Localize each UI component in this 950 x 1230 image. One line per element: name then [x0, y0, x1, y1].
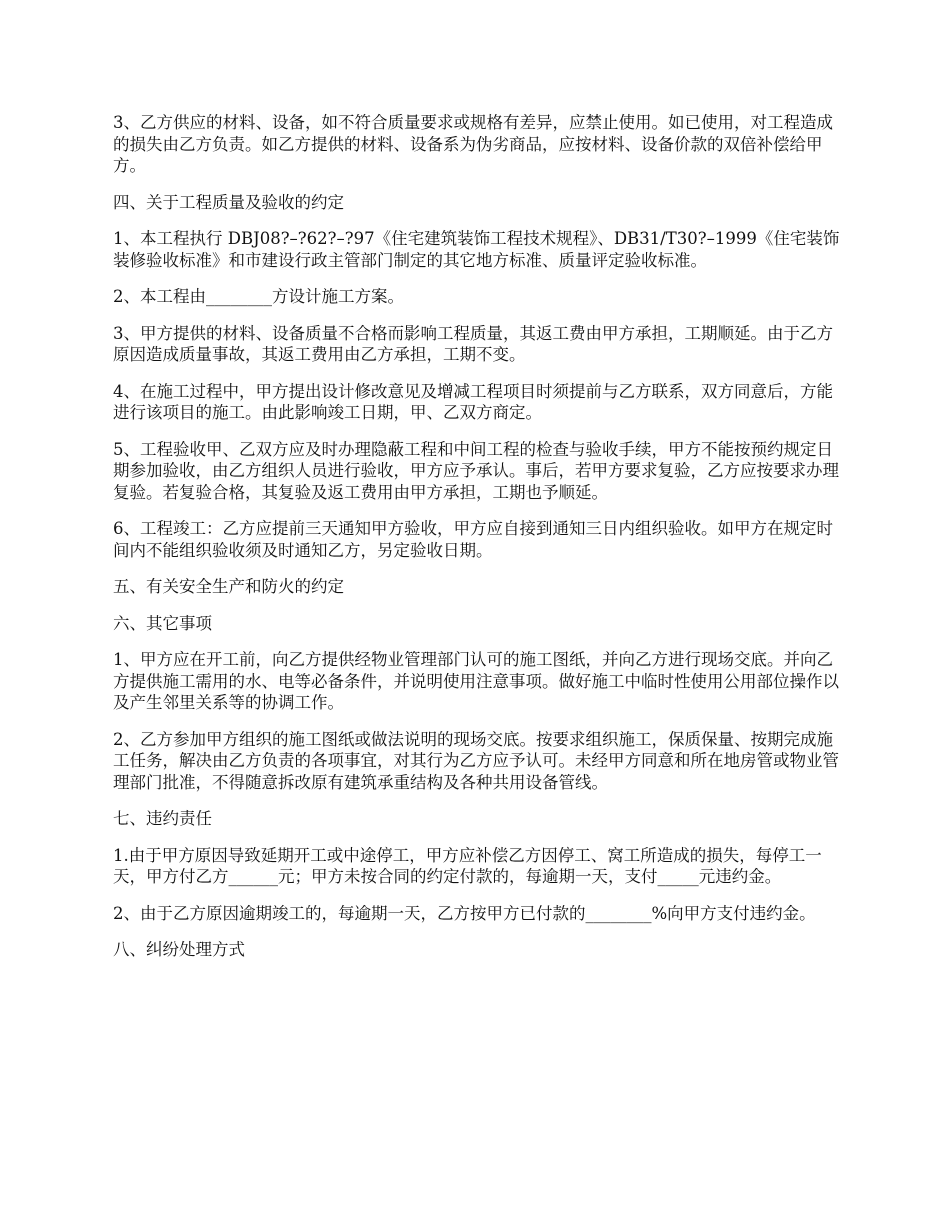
clause-completion-acceptance: 6、工程竣工：乙方应提前三天通知甲方验收，甲方应自接到通知三日内组织验收。如甲方在规定时间内不能组织验收须及时通知乙方，另定验收日期。: [113, 519, 833, 560]
section-heading-quality-acceptance: 四、关于工程质量及验收的约定: [113, 192, 344, 212]
clause-party-b-delay-penalty: 2、由于乙方原因逾期竣工的，每逾期一天，乙方按甲方已付款的________%向甲方支付违约金。: [113, 903, 816, 923]
clause-design-plan: 2、本工程由________方设计施工方案。: [113, 287, 404, 306]
section-heading-liability: 七、违约责任: [113, 809, 212, 828]
section-heading-other-matters: 六、其它事项: [113, 613, 212, 633]
clause-party-b-duties: 2、乙方参加甲方组织的施工图纸或做法说明的现场交底。按要求组织施工，保质保量、按期完成施工任务，解决由乙方负责的各项事宜，对其行为乙方应予认可。未经甲方同意和所在地房管或物业管理部门批准，不得随意拆改原有建筑承重结构及各种共用设备管线。: [113, 729, 839, 792]
document-body: [113, 112, 848, 976]
clause-party-a-duties: 1、甲方应在开工前，向乙方提供经物业管理部门认可的施工图纸，并向乙方进行现场交底。并向乙方提供施工需用的水、电等必备条件，并说明使用注意事项。做好施工中临时性使用公用部位操作以及产生邻里关系等的协调工作。: [113, 650, 839, 712]
clause-rework-cost: 3、甲方提供的材料、设备质量不合格而影响工程质量，其返工费由甲方承担，工期顺延。由于乙方原因造成质量事故，其返工费用由乙方承担，工期不变。: [113, 323, 833, 364]
section-heading-dispute-resolution: 八、纠纷处理方式: [113, 940, 245, 959]
clause-hidden-works-inspection: 5、工程验收甲、乙双方应及时办理隐蔽工程和中间工程的检查与验收手续，甲方不能按预约规定日期参加验收，由乙方组织人员进行验收，甲方应予承认。事后，若甲方要求复验，乙方应按要求办理复验。若复验合格，其复验及返工费用由甲方承担，工期也予顺延。: [113, 439, 839, 502]
section-heading-safety-fire: 五、有关安全生产和防火的约定: [113, 577, 344, 596]
clause-material-quality: 3、乙方供应的材料、设备，如不符合质量要求或规格有差异，应禁止使用。如已使用，对工程造成的损失由乙方负责。如乙方提供的材料、设备系为伪劣商品，应按材料、设备价款的双倍补偿给甲方。: [113, 113, 833, 175]
clause-design-change: 4、在施工过程中，甲方提出设计修改意见及增减工程项目时须提前与乙方联系，双方同意后，方能进行该项目的施工。由此影响竣工日期，甲、乙双方商定。: [113, 381, 833, 422]
clause-standards: 1、本工程执行 DBJ08?–?62?–?97《住宅建筑装饰工程技术规程》、DB31/T30?–1999《住宅装饰装修验收标准》和市建设行政主管部门制定的其它地方标准、质量评定验收标准。: [113, 229, 840, 270]
clause-party-a-delay-penalty: 1.由于甲方原因导致延期开工或中途停工，甲方应补偿乙方因停工、窝工所造成的损失，每停工一天，甲方付乙方______元；甲方未按合同的约定付款的，每逾期一天，支付_____元违约金。: [113, 845, 822, 886]
